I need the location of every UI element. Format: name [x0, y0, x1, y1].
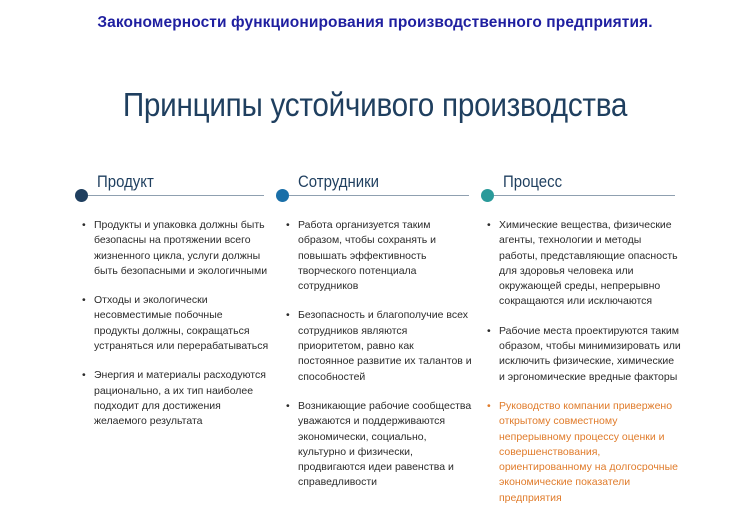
list-item-highlighted: [485, 399, 681, 506]
bullet-icon: •: [487, 399, 491, 412]
column-product: [75, 170, 269, 428]
circle-marker-icon: [75, 189, 88, 202]
list-item-text: Химические вещества, физические агенты, технологии и методы работы, представляющие опасность для здоровья человека или окружающей среды, непрерывно сокращаются или исключаются: [499, 219, 678, 308]
bullet-icon: •: [82, 294, 86, 307]
list-item: [485, 324, 681, 385]
list-item: [80, 368, 270, 429]
list-item-text: Руководство компании привержено открытому совместному непрерывному процессу оценки и совершенствования, ориентированному на долгосрочные экономические показатели предприятия: [499, 399, 678, 504]
list-item: [284, 308, 472, 384]
list-item: [284, 399, 472, 491]
column-staff: [276, 170, 472, 489]
column-product-label: Продукт: [97, 172, 154, 191]
list-item-text: Энергия и материалы расходуются рационально, а их тип наиболее подходит для достижения желаемого результата: [94, 369, 266, 428]
list-item: [485, 218, 681, 310]
bullet-icon: •: [487, 324, 491, 337]
list-item: [80, 218, 270, 279]
circle-marker-icon: [276, 189, 289, 202]
top-title: Закономерности функционирования производственного предприятия.: [97, 14, 653, 31]
bullet-icon: •: [487, 219, 491, 231]
list-item: [284, 218, 472, 294]
list-item-text: Безопасность и благополучие всех сотрудников являются приоритетом, равно как постоянное развитие их талантов и способностей: [298, 309, 472, 383]
header-divider: [88, 195, 264, 196]
list-item: [80, 293, 270, 354]
bullet-icon: •: [82, 219, 86, 231]
page-title: Принципы устойчивого производства: [122, 86, 628, 123]
list-item-text: Работа организуется таким образом, чтобы сохранять и повышать эффективность творческого потенциала сотрудников: [298, 219, 437, 293]
column-process-label: Процесс: [503, 172, 563, 191]
header-divider: [494, 195, 675, 196]
column-process: [481, 170, 681, 504]
header-divider: [289, 195, 469, 196]
bullet-icon: •: [286, 219, 290, 231]
column-product-header: [75, 170, 265, 202]
list-item-text: Рабочие места проектируются таким образом, чтобы минимизировать или исключить физические, химические и эргономические вредные факторы: [499, 324, 681, 383]
bullet-icon: •: [286, 309, 290, 322]
column-process-header: [481, 170, 681, 202]
list-item-text: Продукты и упаковка должны быть безопасны на протяжении всего жизненного цикла, услуги должны быть безопасными и экологичными: [94, 219, 268, 277]
bullet-icon: •: [82, 369, 86, 382]
list-item-text: Отходы и экологически несовместимые побочные продукты должны, сокращаться устраняться или перерабатываться: [94, 294, 269, 353]
circle-marker-icon: [481, 189, 494, 202]
column-staff-header: [276, 170, 466, 202]
bullet-icon: •: [286, 399, 290, 412]
list-item-text: Возникающие рабочие сообщества уважаются и поддерживаются экономически, социально, культурно и физически, продвигаются идеи равенства и справедливости: [298, 399, 472, 489]
column-staff-label: Сотрудники: [298, 172, 380, 191]
